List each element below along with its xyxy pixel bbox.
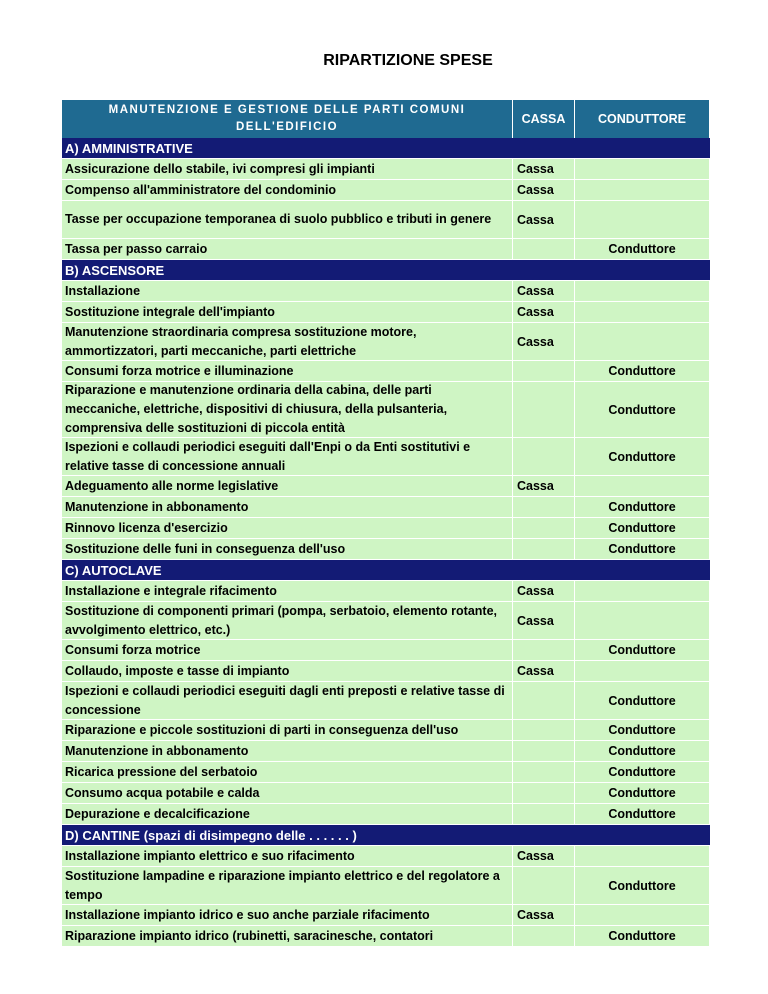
- row-conduttore: Conduttore: [575, 382, 710, 438]
- row-conduttore: [575, 581, 710, 602]
- row-cassa: [513, 518, 575, 539]
- row-cassa: [513, 804, 575, 825]
- row-conduttore: Conduttore: [575, 682, 710, 720]
- row-cassa: Cassa: [513, 846, 575, 867]
- table-row: [62, 640, 710, 661]
- table-row: [62, 438, 710, 476]
- table-row: [62, 539, 710, 560]
- table-row: [62, 518, 710, 539]
- row-conduttore: Conduttore: [575, 239, 710, 260]
- row-description: Collaudo, imposte e tasse di impianto: [62, 661, 513, 682]
- row-description: Sostituzione integrale dell'impianto: [62, 302, 513, 323]
- row-description: Riparazione e manutenzione ordinaria della cabina, delle parti meccaniche, elettriche, dispositivi di chiusura, della pulsanteria, comprensiva delle sostituzioni di piccola entità: [62, 382, 513, 438]
- row-cassa: [513, 762, 575, 783]
- table-row: [62, 783, 710, 804]
- row-description: Riparazione impianto idrico (rubinetti, saracinesche, contatori: [62, 926, 513, 947]
- row-conduttore: [575, 476, 710, 497]
- table-row: [62, 302, 710, 323]
- table-row: [62, 602, 710, 640]
- table-row: [62, 905, 710, 926]
- row-cassa: [513, 382, 575, 438]
- row-cassa: Cassa: [513, 661, 575, 682]
- row-conduttore: Conduttore: [575, 539, 710, 560]
- table-row: [62, 926, 710, 947]
- expense-table: [62, 100, 710, 947]
- header-cassa: CASSA: [513, 100, 575, 138]
- row-description: Sostituzione di componenti primari (pompa, serbatoio, elemento rotante, avvolgimento elettrico, etc.): [62, 602, 513, 640]
- row-cassa: Cassa: [513, 905, 575, 926]
- table-row: [62, 201, 710, 239]
- table-row: [62, 682, 710, 720]
- row-cassa: [513, 682, 575, 720]
- table-row: [62, 361, 710, 382]
- row-cassa: [513, 239, 575, 260]
- table-row: [62, 804, 710, 825]
- table-row: [62, 846, 710, 867]
- row-cassa: Cassa: [513, 581, 575, 602]
- row-conduttore: Conduttore: [575, 640, 710, 661]
- row-cassa: [513, 783, 575, 804]
- section-header: D) CANTINE (spazi di disimpegno delle . . . . . . ): [62, 825, 710, 846]
- row-conduttore: [575, 846, 710, 867]
- row-description: Manutenzione in abbonamento: [62, 497, 513, 518]
- row-cassa: [513, 438, 575, 476]
- row-description: Tasse per occupazione temporanea di suolo pubblico e tributi in genere: [62, 201, 513, 239]
- section-header: A) AMMINISTRATIVE: [62, 138, 710, 159]
- table-row: [62, 382, 710, 438]
- row-description: Depurazione e decalcificazione: [62, 804, 513, 825]
- table-row: [62, 281, 710, 302]
- row-cassa: Cassa: [513, 302, 575, 323]
- row-conduttore: Conduttore: [575, 804, 710, 825]
- table-row: [62, 762, 710, 783]
- row-conduttore: Conduttore: [575, 518, 710, 539]
- row-conduttore: Conduttore: [575, 497, 710, 518]
- row-description: Consumi forza motrice e illuminazione: [62, 361, 513, 382]
- row-conduttore: Conduttore: [575, 720, 710, 741]
- row-description: Ispezioni e collaudi periodici eseguiti dagli enti preposti e relative tasse di concessione: [62, 682, 513, 720]
- row-cassa: Cassa: [513, 323, 575, 361]
- row-description: Manutenzione in abbonamento: [62, 741, 513, 762]
- row-cassa: Cassa: [513, 281, 575, 302]
- row-cassa: [513, 867, 575, 905]
- table-row: [62, 581, 710, 602]
- row-cassa: [513, 926, 575, 947]
- table-row: [62, 661, 710, 682]
- row-description: Tassa per passo carraio: [62, 239, 513, 260]
- table-header: [62, 100, 710, 138]
- row-description: Ispezioni e collaudi periodici eseguiti dall'Enpi o da Enti sostitutivi e relative tasse di concessione annuali: [62, 438, 513, 476]
- row-description: Installazione e integrale rifacimento: [62, 581, 513, 602]
- row-description: Installazione: [62, 281, 513, 302]
- row-description: Consumo acqua potabile e calda: [62, 783, 513, 804]
- table-row: [62, 741, 710, 762]
- header-conduttore: CONDUTTORE: [575, 100, 710, 138]
- section-header: B) ASCENSORE: [62, 260, 710, 281]
- row-cassa: Cassa: [513, 180, 575, 201]
- row-conduttore: [575, 323, 710, 361]
- table-row: [62, 159, 710, 180]
- row-conduttore: [575, 661, 710, 682]
- row-description: Installazione impianto idrico e suo anche parziale rifacimento: [62, 905, 513, 926]
- page-title: RIPARTIZIONE SPESE: [323, 52, 493, 69]
- row-cassa: Cassa: [513, 602, 575, 640]
- row-conduttore: [575, 281, 710, 302]
- row-description: Riparazione e piccole sostituzioni di parti in conseguenza dell'uso: [62, 720, 513, 741]
- row-cassa: [513, 497, 575, 518]
- row-description: Manutenzione straordinaria compresa sostituzione motore, ammortizzatori, parti meccaniche, parti elettriche: [62, 323, 513, 361]
- row-description: Ricarica pressione del serbatoio: [62, 762, 513, 783]
- row-cassa: [513, 640, 575, 661]
- table-row: [62, 239, 710, 260]
- row-cassa: Cassa: [513, 476, 575, 497]
- row-conduttore: Conduttore: [575, 926, 710, 947]
- row-description: Adeguamento alle norme legislative: [62, 476, 513, 497]
- row-description: Consumi forza motrice: [62, 640, 513, 661]
- table-row: [62, 180, 710, 201]
- row-description: Sostituzione delle funi in conseguenza dell'uso: [62, 539, 513, 560]
- section-header: C) AUTOCLAVE: [62, 560, 710, 581]
- row-description: Rinnovo licenza d'esercizio: [62, 518, 513, 539]
- header-description: MANUTENZIONE E GESTIONE DELLE PARTI COMUNI DELL'EDIFICIO: [62, 100, 513, 138]
- row-cassa: [513, 539, 575, 560]
- table-row: [62, 497, 710, 518]
- table-row: [62, 476, 710, 497]
- row-conduttore: [575, 180, 710, 201]
- row-conduttore: [575, 905, 710, 926]
- row-conduttore: Conduttore: [575, 361, 710, 382]
- row-cassa: [513, 361, 575, 382]
- row-cassa: [513, 720, 575, 741]
- row-cassa: Cassa: [513, 201, 575, 239]
- row-conduttore: Conduttore: [575, 867, 710, 905]
- row-cassa: [513, 741, 575, 762]
- row-description: Compenso all'amministratore del condominio: [62, 180, 513, 201]
- row-conduttore: [575, 159, 710, 180]
- row-conduttore: [575, 602, 710, 640]
- row-conduttore: Conduttore: [575, 762, 710, 783]
- row-description: Assicurazione dello stabile, ivi compresi gli impianti: [62, 159, 513, 180]
- table-row: [62, 720, 710, 741]
- row-conduttore: Conduttore: [575, 741, 710, 762]
- row-description: Installazione impianto elettrico e suo rifacimento: [62, 846, 513, 867]
- row-conduttore: [575, 201, 710, 239]
- row-conduttore: Conduttore: [575, 783, 710, 804]
- row-description: Sostituzione lampadine e riparazione impianto elettrico e del regolatore a tempo: [62, 867, 513, 905]
- table-row: [62, 323, 710, 361]
- row-conduttore: Conduttore: [575, 438, 710, 476]
- row-conduttore: [575, 302, 710, 323]
- row-cassa: Cassa: [513, 159, 575, 180]
- table-row: [62, 867, 710, 905]
